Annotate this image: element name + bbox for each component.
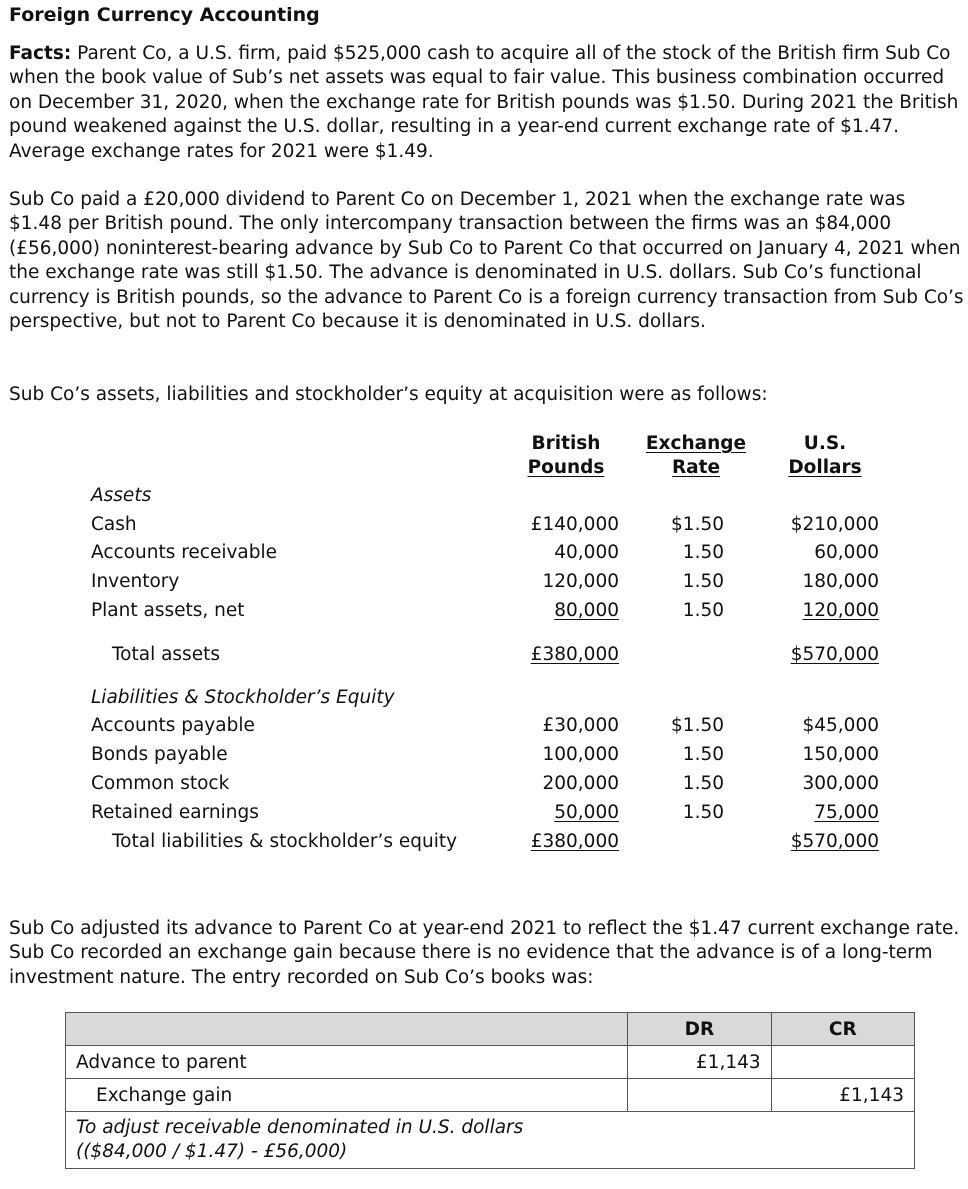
journal-memo [66, 1112, 915, 1169]
header-us-dollars: U.S. Dollars [788, 433, 862, 478]
facts-label: Facts: [9, 43, 72, 64]
gbp-value: 80,000 [554, 600, 619, 621]
total-liabilities-gbp: £380,000 [530, 831, 619, 852]
journal-header-cr: CR [771, 1013, 914, 1046]
facts-paragraph [9, 42, 964, 164]
row-label: Common stock [91, 773, 230, 794]
journal-memo-line2: (($84,000 / $1.47) - £56,000) [76, 1141, 348, 1162]
gbp-value: 40,000 [554, 542, 619, 563]
usd-value: 180,000 [802, 571, 879, 592]
rate-value: 1.50 [682, 773, 724, 794]
journal-debit-amount: £1,143 [628, 1046, 771, 1079]
header-exchange-rate: Exchange Rate [645, 433, 747, 478]
total-assets-label: Total assets [112, 644, 220, 665]
usd-value: 150,000 [802, 744, 879, 765]
usd-value: 60,000 [814, 542, 879, 563]
usd-value: 75,000 [814, 802, 879, 823]
assets-heading: Assets [91, 485, 152, 506]
rate-value: 1.50 [682, 744, 724, 765]
total-assets-gbp: £380,000 [530, 644, 619, 665]
journal-credit-dr-empty [628, 1079, 771, 1112]
journal-header-blank [66, 1013, 628, 1046]
journal-credit-account: Exchange gain [96, 1084, 233, 1106]
gbp-value: 100,000 [542, 744, 619, 765]
gbp-value: 200,000 [542, 773, 619, 794]
gbp-value: 120,000 [542, 571, 619, 592]
total-assets-usd: $570,000 [790, 644, 879, 665]
journal-credit-amount: £1,143 [771, 1079, 914, 1112]
total-liabilities-label: Total liabilities & stockholder’s equity [112, 831, 458, 852]
rate-value: $1.50 [671, 715, 724, 736]
row-label: Accounts receivable [91, 542, 278, 563]
row-label: Accounts payable [91, 715, 255, 736]
liabilities-heading: Liabilities & Stockholder’s Equity [91, 687, 395, 708]
adjustment-paragraph: Sub Co adjusted its advance to Parent Co at year-end 2021 to reflect the $1.47 current exchange rate. Sub Co recorded an exchange gain because there is no evidence that the advance is of a long-term investment nature. The entry recorded on Sub Co’s books was: [9, 918, 960, 988]
page-title: Foreign Currency Accounting [9, 4, 320, 26]
usd-value: 120,000 [802, 600, 879, 621]
usd-value: $210,000 [790, 514, 879, 535]
usd-value: 300,000 [802, 773, 879, 794]
journal-memo-row [66, 1112, 915, 1169]
row-label: Plant assets, net [91, 600, 245, 621]
journal-entry-table [65, 1012, 915, 1169]
journal-row-debit [66, 1046, 915, 1079]
total-liabilities-usd: $570,000 [790, 831, 879, 852]
journal-memo-line1: To adjust receivable denominated in U.S. dollars [76, 1117, 524, 1138]
row-label: Cash [91, 514, 137, 535]
journal-header-row [66, 1013, 915, 1046]
rate-value: 1.50 [682, 571, 724, 592]
row-label: Bonds payable [91, 744, 228, 765]
gbp-value: £140,000 [530, 514, 619, 535]
gbp-value: 50,000 [554, 802, 619, 823]
rate-value: $1.50 [671, 514, 724, 535]
row-label: Inventory [91, 571, 180, 592]
rate-value: 1.50 [682, 802, 724, 823]
rate-value: 1.50 [682, 542, 724, 563]
facts-text: Parent Co, a U.S. firm, paid $525,000 cash to acquire all of the stock of the British firm Sub Co when the book value of Sub’s net assets was equal to fair value. This business combination occurred on December 31, 2020, when the exchange rate for British pounds was $1.50. During 2021 the British pound weakened against the U.S. dollar, resulting in a year-end current exchange rate of $1.47. Average exchange rates for 2021 were $1.49. [9, 43, 959, 162]
header-british-pounds: British Pounds [527, 433, 605, 478]
journal-credit-account-cell [66, 1079, 628, 1112]
journal-debit-cr-empty [771, 1046, 914, 1079]
advance-paragraph: Sub Co paid a £20,000 dividend to Parent Co on December 1, 2021 when the exchange rate was $1.48 per British pound. The only intercompany transaction between the firms was an $84,000 (£56,000) noninterest-bearing advance by Sub Co to Parent Co that occurred on January 4, 2021 when the exchange rate was still $1.50. The advance is denominated in U.S. dollars. Sub Co’s functional currency is British pounds, so the advance to Parent Co is a foreign currency transaction from Sub Co’s perspective, but not to Parent Co because it is denominated in U.S. dollars. [9, 189, 964, 333]
gbp-value: £30,000 [542, 715, 619, 736]
balance-intro: Sub Co’s assets, liabilities and stockholder’s equity at acquisition were as follows: [9, 384, 768, 405]
journal-debit-account: Advance to parent [66, 1046, 628, 1079]
usd-value: $45,000 [802, 715, 879, 736]
journal-row-credit [66, 1079, 915, 1112]
rate-value: 1.50 [682, 600, 724, 621]
journal-header-dr: DR [628, 1013, 771, 1046]
row-label: Retained earnings [91, 802, 259, 823]
